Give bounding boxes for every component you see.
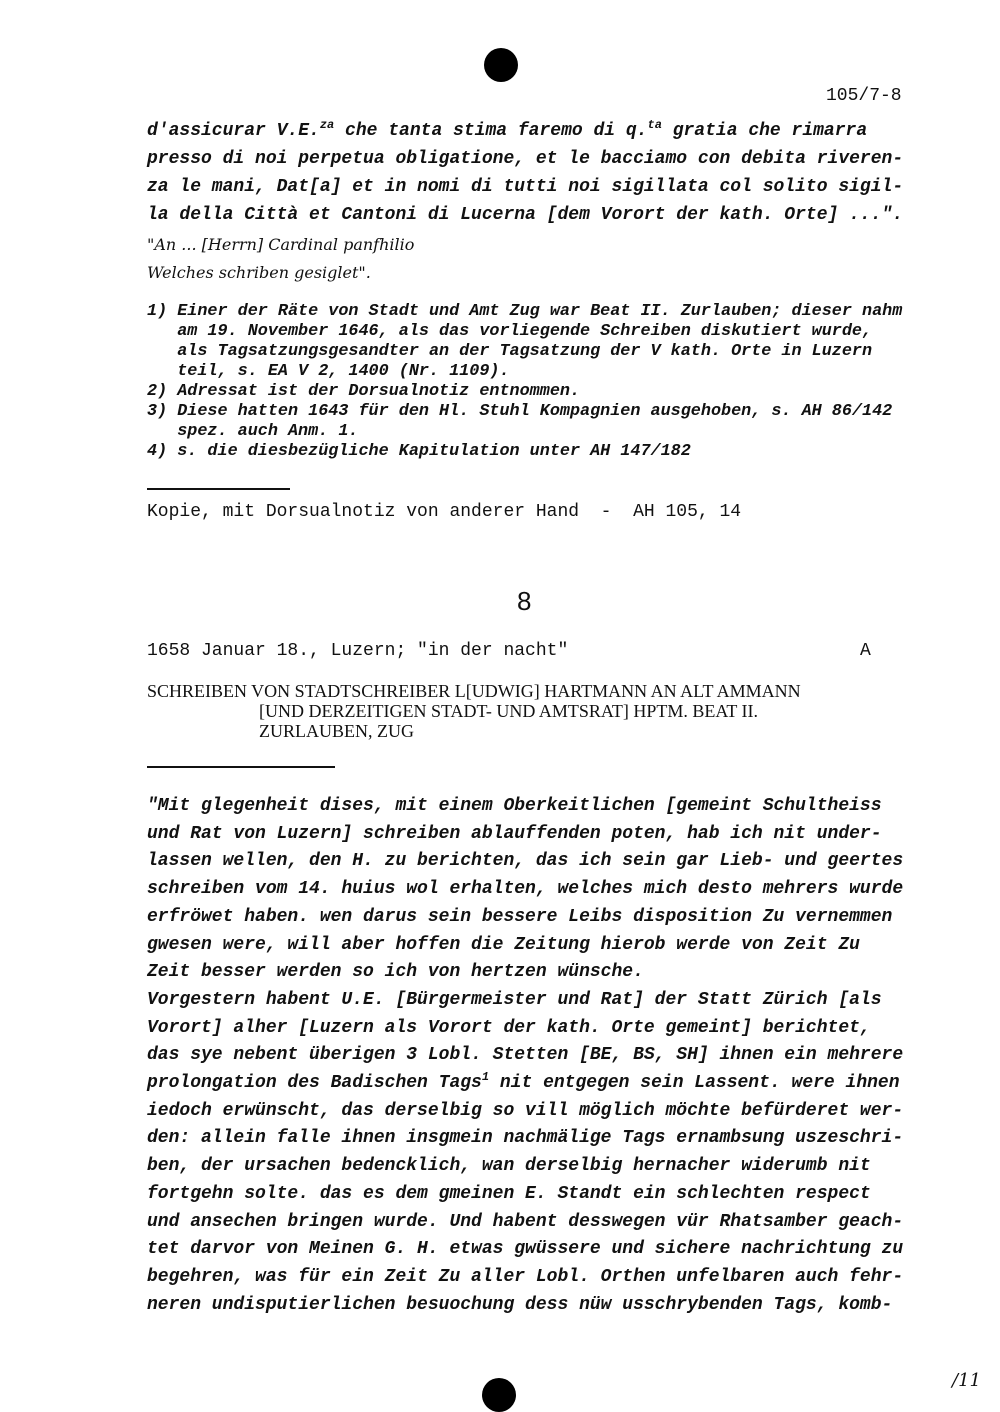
- text-segment: nit entgegen sein Lassent. were ihnen: [489, 1073, 900, 1093]
- body-line: [147, 1070, 900, 1093]
- document-title: SCHREIBEN VON STADTSCHREIBER L[UDWIG] HARTMANN AN ALT AMMANN: [147, 681, 801, 701]
- body-line: gwesen were, will aber hoffen die Zeitung hierob werde von Zeit Zu: [147, 934, 860, 955]
- body-line: tet darvor von Meinen G. H. etwas gwüssere und sichere nachrichtung zu: [147, 1239, 904, 1260]
- body-line: neren undisputierlichen besuochung dess nüw usschrybenden Tags, komb-: [147, 1294, 893, 1315]
- source-note: Kopie, mit Dorsualnotiz von anderer Hand - AH 105, 14: [147, 502, 742, 522]
- body-line: erfröwet haben. wen darus sein bessere Leibs disposition Zu vernemmen: [147, 906, 893, 927]
- superscript: za: [319, 118, 335, 132]
- body-line: "Mit glegenheit dises, mit einem Oberkeitlichen [gemeint Schultheiss: [147, 796, 882, 816]
- footnote-line: 4) s. die diesbezügliche Kapitulation unter AH 147/182: [147, 442, 691, 461]
- footnote-line: 3) Diese hatten 1643 für den Hl. Stuhl Kompagnien ausgehoben, s. AH 86/142: [147, 402, 893, 421]
- footnote-line: am 19. November 1646, als das vorliegende Schreiben diskutiert wurde,: [147, 322, 873, 341]
- document-title: ZURLAUBEN, ZUG: [259, 721, 414, 741]
- footnote-line: spez. auch Anm. 1.: [147, 422, 359, 441]
- body-line: Vorgestern habent U.E. [Bürgermeister und Rat] der Statt Zürich [als: [147, 989, 882, 1010]
- body-line: das sye nebent überigen 3 Lobl. Stetten [BE, BS, SH] ihnen ein mehrere: [147, 1045, 904, 1066]
- body-line: Zeit besser werden so ich von hertzen wünsche.: [147, 962, 644, 983]
- text-segment: prolongation des Badischen Tags: [147, 1073, 482, 1093]
- text-line: la della Città et Cantoni di Lucerna [dem Vorort der kath. Orte] ...".: [147, 205, 904, 225]
- body-line: und Rat von Luzern] schreiben ablauffenden poten, hab ich nit under-: [147, 823, 882, 844]
- body-line: Vorort] alher [Luzern als Vorort der kath. Orte gemeint] berichtet,: [147, 1017, 871, 1038]
- margin-mark: /11: [952, 1370, 981, 1391]
- date-line: 1658 Januar 18., Luzern; "in der nacht": [147, 641, 569, 661]
- text-segment: d'assicurar V.E.: [147, 121, 320, 141]
- body-line: schreiben vom 14. huius wol erhalten, welches mich desto mehrers wurde: [147, 879, 904, 900]
- body-line: fortgehn solte. das es dem gmeinen E. Standt ein schlechten respect: [147, 1183, 871, 1204]
- document-type: A: [860, 641, 871, 661]
- footnote-line: 2) Adressat ist der Dorsualnotiz entnommen.: [147, 382, 581, 401]
- text-segment: gratia che rimarra: [661, 121, 868, 141]
- body-line: den: allein falle ihnen insgmein nachmälige Tags ernambsung uszeschri-: [147, 1128, 904, 1149]
- text-line: [147, 118, 868, 141]
- text-line: presso di noi perpetua obligatione, et le bacciamo con debita riveren-: [147, 149, 904, 169]
- superscript: ta: [647, 118, 662, 132]
- text-line: za le mani, Dat[a] et in nomi di tutti noi sigillata col solito sigil-: [147, 177, 904, 197]
- document-number: 8: [517, 586, 532, 616]
- footnote-line: 1) Einer der Räte von Stadt und Amt Zug war Beat II. Zurlauben; dieser nahm: [147, 302, 903, 321]
- divider: [147, 766, 335, 768]
- footnote-line: als Tagsatzungsgesandter an der Tagsatzung der V kath. Orte in Luzern: [147, 342, 873, 361]
- footnote-line: teil, s. EA V 2, 1400 (Nr. 1109).: [147, 362, 510, 381]
- handwritten-line: "An ... [Herrn] Cardinal panfhilio: [147, 235, 415, 254]
- document-title: [UND DERZEITIGEN STADT- UND AMTSRAT] HPTM. BEAT II.: [259, 701, 759, 721]
- punch-hole-top: [484, 48, 518, 82]
- body-line: begehren, was für ein Zeit Zu aller Lobl. Orthen unfelbaren auch fehr-: [147, 1266, 904, 1287]
- body-line: iedoch erwünscht, das derselbig so vill möglich möchte befürderet wer-: [147, 1100, 904, 1121]
- body-line: lassen wellen, den H. zu berichten, das ich sein gar Lieb- und geertes: [147, 851, 904, 872]
- page-number: 105/7-8: [826, 86, 902, 106]
- body-line: ben, der ursachen bedencklich, wan derselbig hernacher widerumb nit: [147, 1156, 871, 1177]
- divider: [147, 488, 290, 490]
- handwritten-line: Welches schriben gesiglet".: [147, 263, 371, 282]
- footnote-reference: 1: [481, 1070, 490, 1084]
- text-segment: che tanta stima faremo di q.: [334, 121, 648, 141]
- body-line: und ansechen bringen wurde. Und habent desswegen vür Rhatsamber geach-: [147, 1211, 904, 1232]
